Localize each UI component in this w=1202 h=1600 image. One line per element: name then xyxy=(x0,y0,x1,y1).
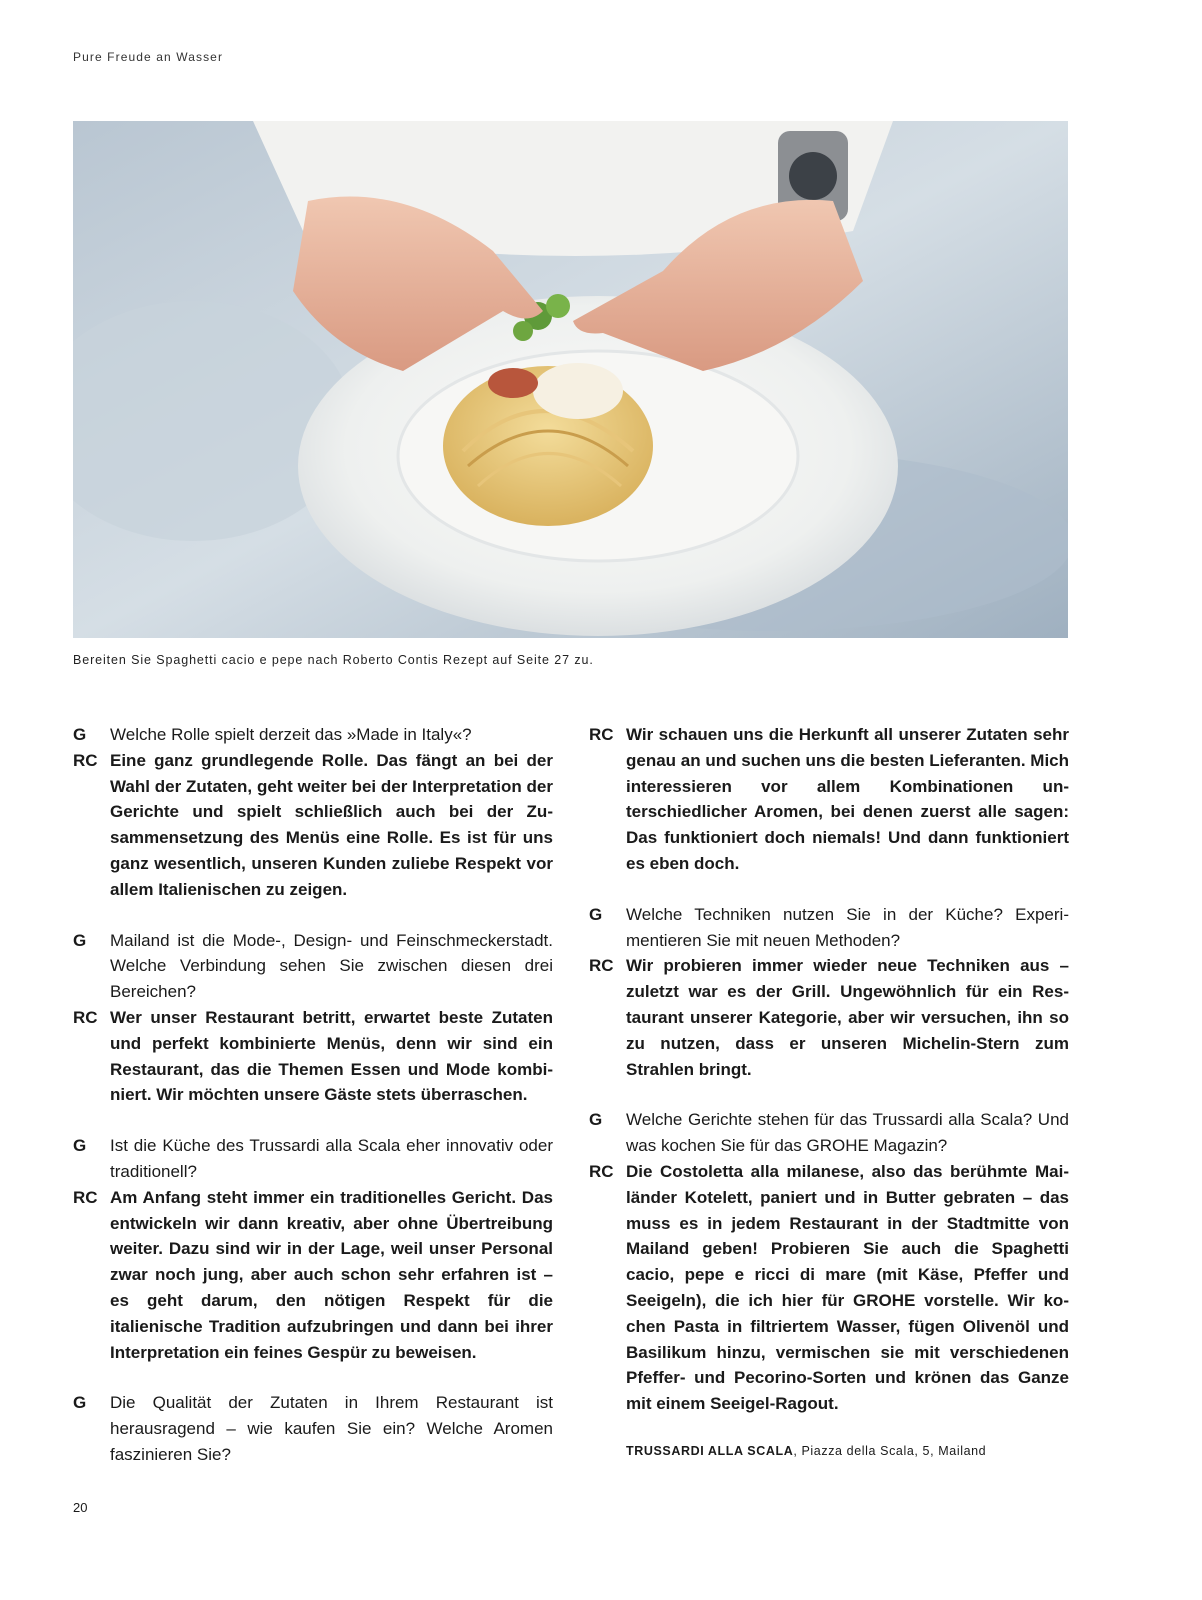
question-text: Welche Rolle spielt derzeit das »Made in Italy«? xyxy=(110,725,472,744)
speaker-label: RC xyxy=(589,956,614,976)
question-text: Ist die Küche des Trussardi alla Scala eher innovativ oder traditionell? xyxy=(110,1136,553,1181)
question xyxy=(73,722,553,748)
question xyxy=(589,1107,1069,1159)
answer-text: Die Costoletta alla milanese, also das berühmte Mailänder Kotelett, paniert und in Butter gebraten – das muss es in jedem Restaurant in der Stadtmitte von Mailand geben! Probieren Sie auch die Spaghetti cacio, pepe e ricci di mare (mit Käse, Pfeffer und Seeigeln), die ich hier für GROHE vorstelle. Wir kochen Pasta in filtriertem Wasser, fügen Olivenöl und Basilikum hinzu, vermischen sie mit verschiedenen Pfeffer- und Pecorino-Sorten und krönen das Ganze mit einem Seeigel-Ragout. xyxy=(626,1161,1069,1414)
page-number: 20 xyxy=(73,1500,88,1515)
question xyxy=(589,902,1069,954)
question-text: Mailand ist die Mode-, Design- und Feinschmeckerstadt. Welche Verbindung sehen Sie zwischen diesen drei Bereichen? xyxy=(110,930,553,1002)
interview-column-left xyxy=(73,722,553,1468)
answer xyxy=(73,1005,553,1108)
answer xyxy=(589,722,1069,877)
speaker-label: RC xyxy=(589,725,614,744)
speaker-label: RC xyxy=(589,1161,614,1181)
answer xyxy=(73,1185,553,1366)
answer-text: Am Anfang steht immer ein traditionelles Gericht. Das entwickeln wir dann kreativ, aber ohne Übertreibung weiter. Dazu sind wir in der Lage, weil unser Personal zwar noch jung, aber auch schon sehr erfahren ist – es geht darum, den nötigen Respekt für die italienische Tradition aufzubringen und dann bei ihrer Interpretation ein feines Gespür zu beweisen. xyxy=(110,1187,553,1362)
restaurant-name: TRUSSARDI ALLA SCALA xyxy=(626,1443,794,1458)
dish-photo xyxy=(73,121,1068,638)
answer xyxy=(589,1159,1069,1417)
answer-text: Wer unser Restaurant betritt, erwartet beste Zutaten und perfekt kombinierte Menüs, denn wir sind ein Restaurant, das die Themen Essen und Mode kombiniert. Wir möchten unsere Gäste stets überraschen. xyxy=(110,1007,553,1105)
question xyxy=(73,928,553,1005)
speaker-label: G xyxy=(73,1393,87,1413)
answer-text: Wir schauen uns die Herkunft all unserer Zutaten sehr genau an und suchen uns die besten Lieferanten. Mich interessieren vor allem Kombinationen unterschiedlicher Aromen, bei denen zuerst alle sagen: Das funktioniert doch niemals! Und dann funktioniert es eben doch. xyxy=(626,725,1070,873)
answer xyxy=(589,953,1069,1082)
speaker-label: G xyxy=(73,1136,87,1156)
speaker-label: RC xyxy=(73,1187,98,1207)
speaker-label: G xyxy=(589,904,603,924)
answer xyxy=(73,748,553,903)
speaker-label: G xyxy=(73,930,87,950)
question-text: Welche Techniken nutzen Sie in der Küche? Experimentieren Sie mit neuen Methoden? xyxy=(626,904,1069,950)
question xyxy=(73,1390,553,1467)
speaker-label: RC xyxy=(73,750,98,770)
restaurant-location: , Piazza della Scala, 5, Mailand xyxy=(793,1443,987,1458)
restaurant-address xyxy=(626,1439,1069,1465)
question xyxy=(73,1133,553,1185)
question-text: Die Qualität der Zutaten in Ihrem Restaurant ist herausragend – wie kaufen Sie ein? Welche Aromen faszinieren Sie? xyxy=(110,1393,553,1464)
speaker-label: RC xyxy=(73,1007,98,1027)
photo-caption: Bereiten Sie Spaghetti cacio e pepe nach Roberto Contis Rezept auf Seite 27 zu. xyxy=(73,653,594,667)
running-title: Pure Freude an Wasser xyxy=(73,50,224,64)
interview-column-right xyxy=(589,722,1069,1465)
speaker-label: G xyxy=(589,1110,603,1130)
speaker-label: G xyxy=(73,725,87,744)
answer-text: Eine ganz grundlegende Rolle. Das fängt an bei der Wahl der Zutaten, geht weiter bei der Interpretation der Gerichte und spielt schließlich auch bei der Zusammensetzung des Menüs eine Rolle. Es ist für uns ganz wesentlich, unseren Kunden zuliebe Respekt vor allem Italienischen zu zeigen. xyxy=(110,750,553,899)
answer-text: Wir probieren immer wieder neue Techniken aus – zuletzt war es der Grill. Ungewöhnlich für ein Restaurant unserer Kategorie, aber wir versuchen, ihn so zu nutzen, dass er unseren Michelin-Stern zum Strahlen bringt. xyxy=(626,956,1069,1079)
plating-illustration xyxy=(73,121,1068,638)
question-text: Welche Gerichte stehen für das Trussardi alla Scala? Und was kochen Sie für das GROHE Magazin? xyxy=(626,1110,1069,1156)
